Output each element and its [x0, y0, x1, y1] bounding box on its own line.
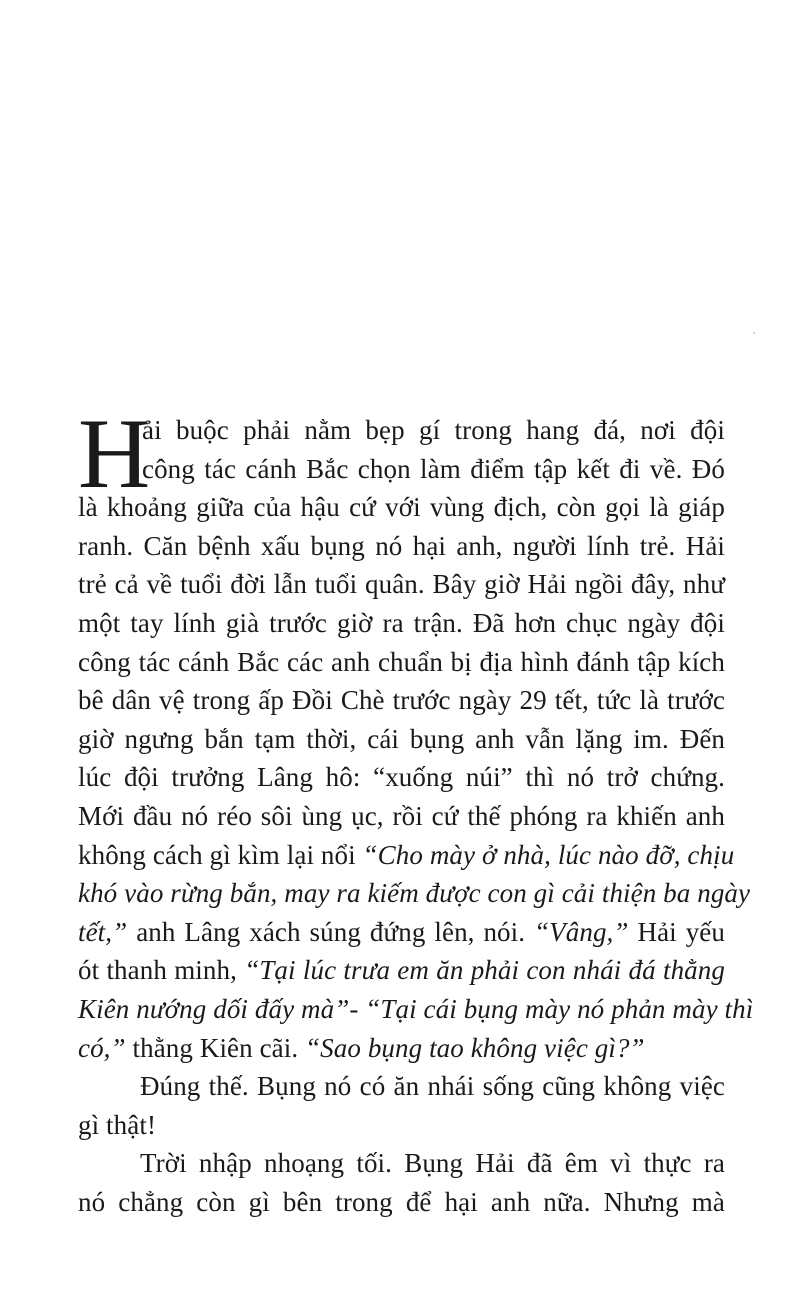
text-run: thằng Kiên cãi. — [125, 1032, 306, 1063]
text-line: một tay lính già trước giờ ra trận. Đã hơn chục ngày đội — [78, 607, 725, 638]
italic-run: “Cho mày ở nhà, lúc nào đỡ, chịu — [362, 839, 735, 870]
text-line: Trời nhập nhoạng tối. Bụng Hải đã êm vì thực ra — [140, 1148, 725, 1179]
italic-run: “Vâng,” — [534, 916, 629, 947]
text-line: ranh. Căn bệnh xấu bụng nó hại anh, người lính trẻ. Hải — [78, 530, 725, 561]
text-line: lúc đội trưởng Lâng hô: “xuống núi” thì nó trở chứng. — [78, 762, 725, 793]
italic-run: có,” — [78, 1032, 126, 1063]
text-line — [78, 913, 725, 952]
text-line: công tác cánh Bắc các anh chuẩn bị địa hình đánh tập kích — [78, 646, 725, 677]
text-line: công tác cánh Bắc chọn làm điểm tập kết đi về. Đó — [142, 453, 725, 484]
text-line — [78, 836, 735, 875]
italic-run: Kiên nướng dối đấy mà”- “Tại cái bụng mày nó phản mày thì — [78, 993, 754, 1024]
text-run: anh Lâng xách súng đứng lên, nói. — [127, 916, 535, 947]
body-text — [78, 398, 754, 1221]
text-line: Mới đầu nó réo sôi ùng ục, rồi cứ thế phóng ra khiến anh — [78, 800, 725, 831]
text-line: nó chẳng còn gì bên trong để hại anh nữa. Nhưng mà — [78, 1186, 725, 1217]
text-line: ải buộc phải nằm bẹp gí trong hang đá, nơi đội — [142, 415, 725, 445]
text-line: bê dân vệ trong ấp Đồi Chè trước ngày 29 tết, tức là trước — [78, 685, 725, 716]
text-run: không cách gì kìm lại nổi — [78, 839, 363, 870]
drop-cap: H — [78, 398, 151, 509]
text-line — [78, 1029, 725, 1068]
text-line — [78, 951, 725, 990]
text-run: ót thanh minh, — [78, 955, 245, 986]
italic-run: tết,” — [78, 916, 128, 947]
paper-speck — [753, 332, 755, 334]
text-line: là khoảng giữa của hậu cứ với vùng địch, còn gọi là giáp — [78, 492, 725, 523]
text-line — [78, 874, 751, 913]
text-line: giờ ngưng bắn tạm thời, cái bụng anh vẫn lặng im. Đến — [78, 723, 725, 754]
italic-run: khó vào rừng bắn, may ra kiếm được con gì cải thiện ba ngày — [78, 878, 751, 909]
text-line: Đúng thế. Bụng nó có ăn nhái sống cũng không việc — [140, 1071, 725, 1102]
italic-run: “Tại lúc trưa em ăn phải con nhái đá thằng — [244, 955, 725, 986]
italic-run: “Sao bụng tao không việc gì?” — [305, 1032, 645, 1063]
text-run: Hải yếu — [628, 916, 725, 947]
text-line: trẻ cả về tuổi đời lẫn tuổi quân. Bây giờ Hải ngồi đây, như — [78, 569, 725, 600]
text-line — [78, 990, 754, 1029]
text-line: gì thật! — [78, 1109, 157, 1140]
